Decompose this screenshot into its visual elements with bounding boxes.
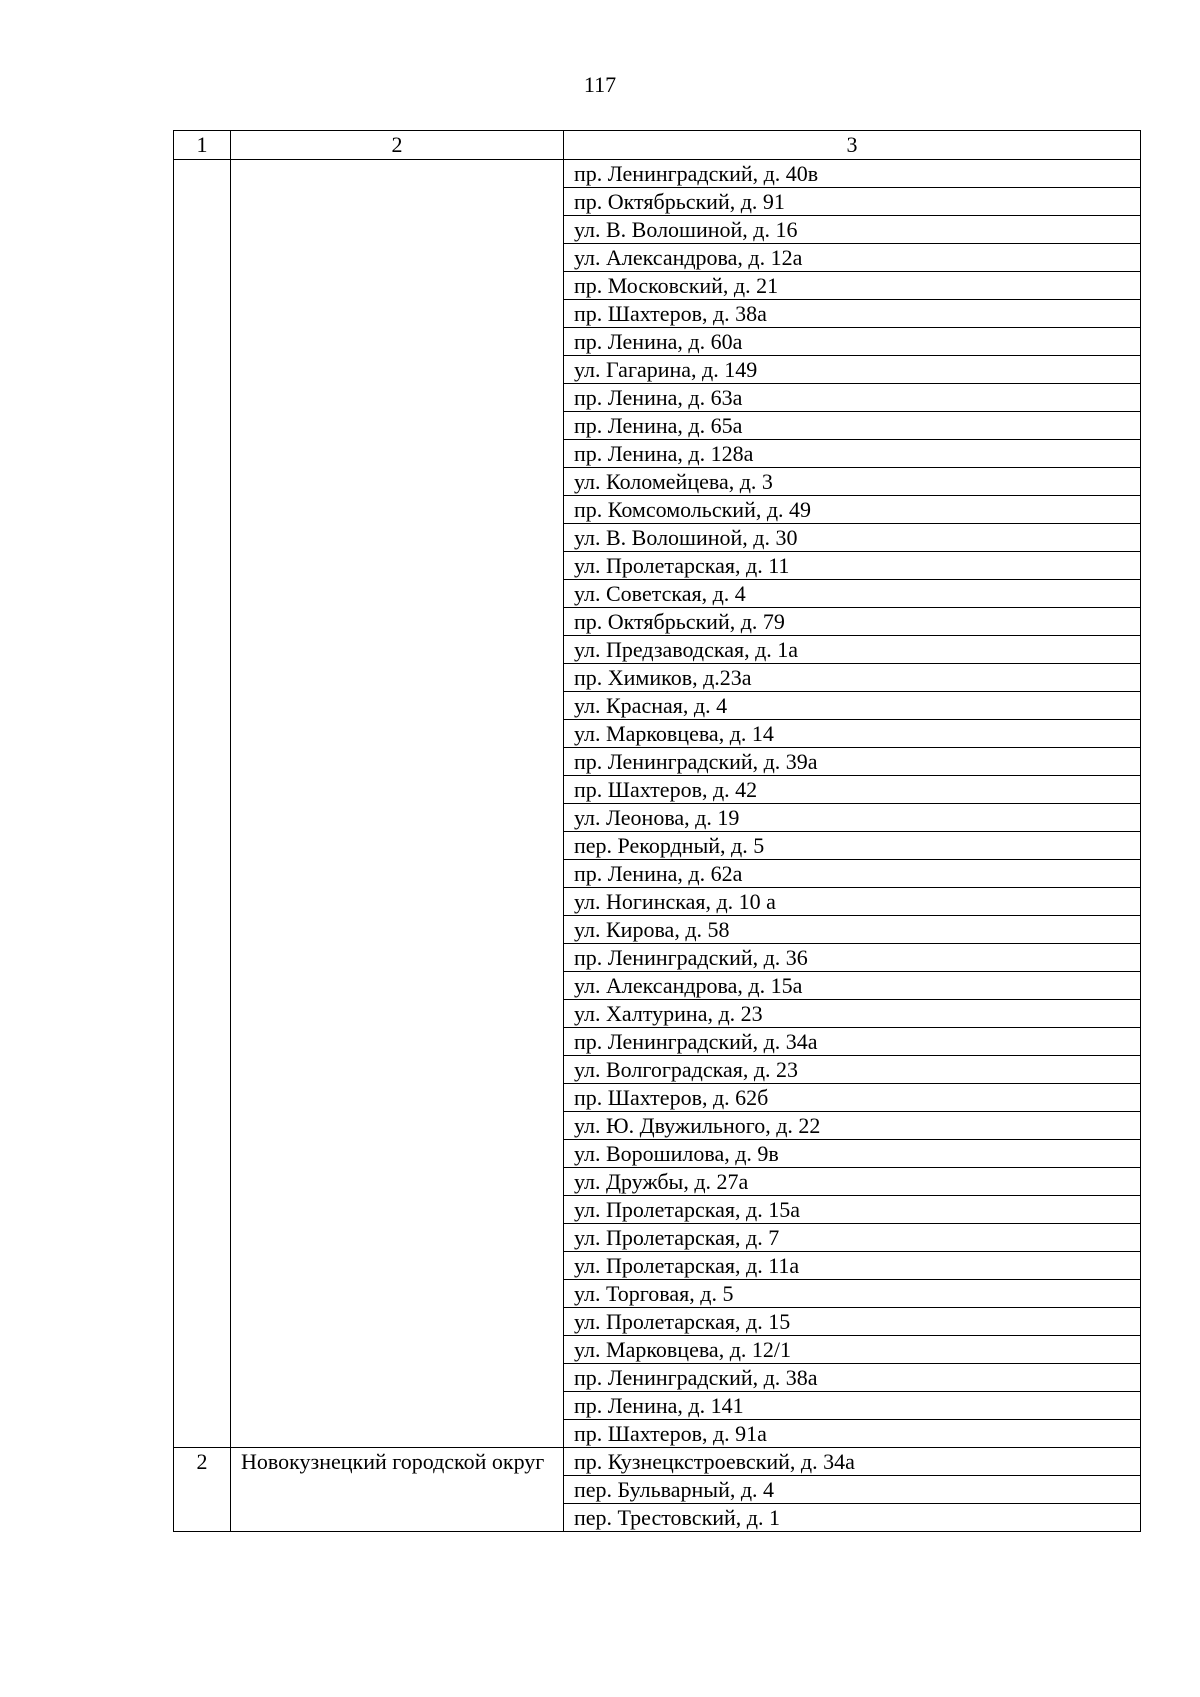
address-cell: пр. Кузнецкстроевский, д. 34а bbox=[564, 1448, 1141, 1476]
address-cell: пр. Химиков, д.23а bbox=[564, 664, 1141, 692]
address-cell: ул. Халтурина, д. 23 bbox=[564, 1000, 1141, 1028]
address-cell: ул. Коломейцева, д. 3 bbox=[564, 468, 1141, 496]
address-cell: пр. Ленинградский, д. 39а bbox=[564, 748, 1141, 776]
address-cell: ул. Ногинская, д. 10 а bbox=[564, 888, 1141, 916]
address-cell: пер. Трестовский, д. 1 bbox=[564, 1504, 1141, 1532]
address-cell: пр. Шахтеров, д. 38а bbox=[564, 300, 1141, 328]
table-header-row bbox=[174, 131, 1141, 160]
address-cell: пр. Ленинградский, д. 36 bbox=[564, 944, 1141, 972]
table-row bbox=[174, 1448, 1141, 1476]
address-cell: пр. Ленинградский, д. 40в bbox=[564, 160, 1141, 188]
address-cell: пр. Ленина, д. 128а bbox=[564, 440, 1141, 468]
address-cell: пр. Шахтеров, д. 91а bbox=[564, 1420, 1141, 1448]
address-cell: пр. Ленина, д. 65а bbox=[564, 412, 1141, 440]
address-cell: ул. Советская, д. 4 bbox=[564, 580, 1141, 608]
address-cell: ул. Дружбы, д. 27а bbox=[564, 1168, 1141, 1196]
address-cell: пр. Октябрьский, д. 91 bbox=[564, 188, 1141, 216]
address-cell: ул. Пролетарская, д. 15 bbox=[564, 1308, 1141, 1336]
group-2-name: Новокузнецкий городской округ bbox=[231, 1448, 564, 1532]
address-cell: пр. Комсомольский, д. 49 bbox=[564, 496, 1141, 524]
address-table bbox=[173, 130, 1141, 1532]
address-cell: пр. Ленина, д. 63а bbox=[564, 384, 1141, 412]
group-1-name bbox=[231, 160, 564, 1448]
group-1-number bbox=[174, 160, 231, 1448]
address-cell: пер. Рекордный, д. 5 bbox=[564, 832, 1141, 860]
address-cell: пр. Шахтеров, д. 62б bbox=[564, 1084, 1141, 1112]
address-cell: ул. Леонова, д. 19 bbox=[564, 804, 1141, 832]
address-cell: пр. Ленина, д. 60а bbox=[564, 328, 1141, 356]
column-header-3: 3 bbox=[564, 131, 1141, 160]
address-cell: ул. Красная, д. 4 bbox=[564, 692, 1141, 720]
address-cell: пр. Шахтеров, д. 42 bbox=[564, 776, 1141, 804]
column-header-2: 2 bbox=[231, 131, 564, 160]
address-cell: ул. Торговая, д. 5 bbox=[564, 1280, 1141, 1308]
address-cell: ул. Кирова, д. 58 bbox=[564, 916, 1141, 944]
address-cell: ул. Александрова, д. 12а bbox=[564, 244, 1141, 272]
address-cell: пр. Ленина, д. 141 bbox=[564, 1392, 1141, 1420]
address-cell: ул. Пролетарская, д. 11а bbox=[564, 1252, 1141, 1280]
table-row bbox=[174, 160, 1141, 188]
page-number: 117 bbox=[583, 72, 617, 97]
address-cell: пр. Московский, д. 21 bbox=[564, 272, 1141, 300]
address-cell: ул. Волгоградская, д. 23 bbox=[564, 1056, 1141, 1084]
address-cell: ул. Ворошилова, д. 9в bbox=[564, 1140, 1141, 1168]
address-cell: ул. Марковцева, д. 12/1 bbox=[564, 1336, 1141, 1364]
address-cell: пр. Ленина, д. 62а bbox=[564, 860, 1141, 888]
address-cell: ул. Александрова, д. 15а bbox=[564, 972, 1141, 1000]
address-cell: пр. Ленинградский, д. 38а bbox=[564, 1364, 1141, 1392]
address-cell: ул. Марковцева, д. 14 bbox=[564, 720, 1141, 748]
group-2-number: 2 bbox=[174, 1448, 231, 1532]
address-cell: ул. Пролетарская, д. 7 bbox=[564, 1224, 1141, 1252]
address-cell: пр. Ленинградский, д. 34а bbox=[564, 1028, 1141, 1056]
address-cell: ул. В. Волошиной, д. 16 bbox=[564, 216, 1141, 244]
address-cell: ул. Пролетарская, д. 15а bbox=[564, 1196, 1141, 1224]
address-cell: пер. Бульварный, д. 4 bbox=[564, 1476, 1141, 1504]
column-header-1: 1 bbox=[174, 131, 231, 160]
address-cell: пр. Октябрьский, д. 79 bbox=[564, 608, 1141, 636]
address-cell: ул. В. Волошиной, д. 30 bbox=[564, 524, 1141, 552]
address-cell: ул. Ю. Двужильного, д. 22 bbox=[564, 1112, 1141, 1140]
address-cell: ул. Предзаводская, д. 1а bbox=[564, 636, 1141, 664]
address-cell: ул. Гагарина, д. 149 bbox=[564, 356, 1141, 384]
address-cell: ул. Пролетарская, д. 11 bbox=[564, 552, 1141, 580]
